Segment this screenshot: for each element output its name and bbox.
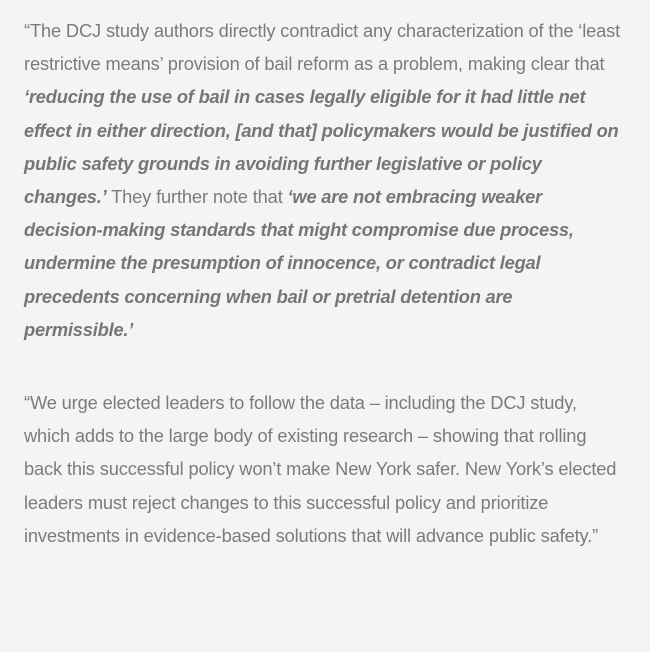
statement-paragraph-2: “We urge elected leaders to follow the data – including the DCJ study, which adds to the large body of existing research – showing that rolling back this successful policy won’t make New York safer. New York’s elected leaders must reject changes to this successful policy and prioritize investments in evidence-based solutions that will advance public safety.”	[24, 392, 617, 546]
dcj-quote-1: ‘reducing the use of bail in cases legally eligible for it had little net effect in either direction, [and that] policymakers would be justified on public safety grounds in avoiding further legislative or policy changes.’	[24, 86, 619, 208]
paragraph-1-middle: They further note that	[106, 186, 288, 208]
article-body	[24, 14, 624, 552]
dcj-quote-2: ‘we are not embracing weaker decision-making standards that might compromise due process, undermine the presumption of innocence, or contradict legal precedents concerning when bail or pretrial detention are permissible.’	[24, 186, 574, 340]
paragraph-1-intro: “The DCJ study authors directly contradict any characterization of the ‘least restrictive means’ provision of bail reform as a problem, making clear that	[24, 20, 621, 75]
statement-paragraph-1	[24, 14, 624, 346]
